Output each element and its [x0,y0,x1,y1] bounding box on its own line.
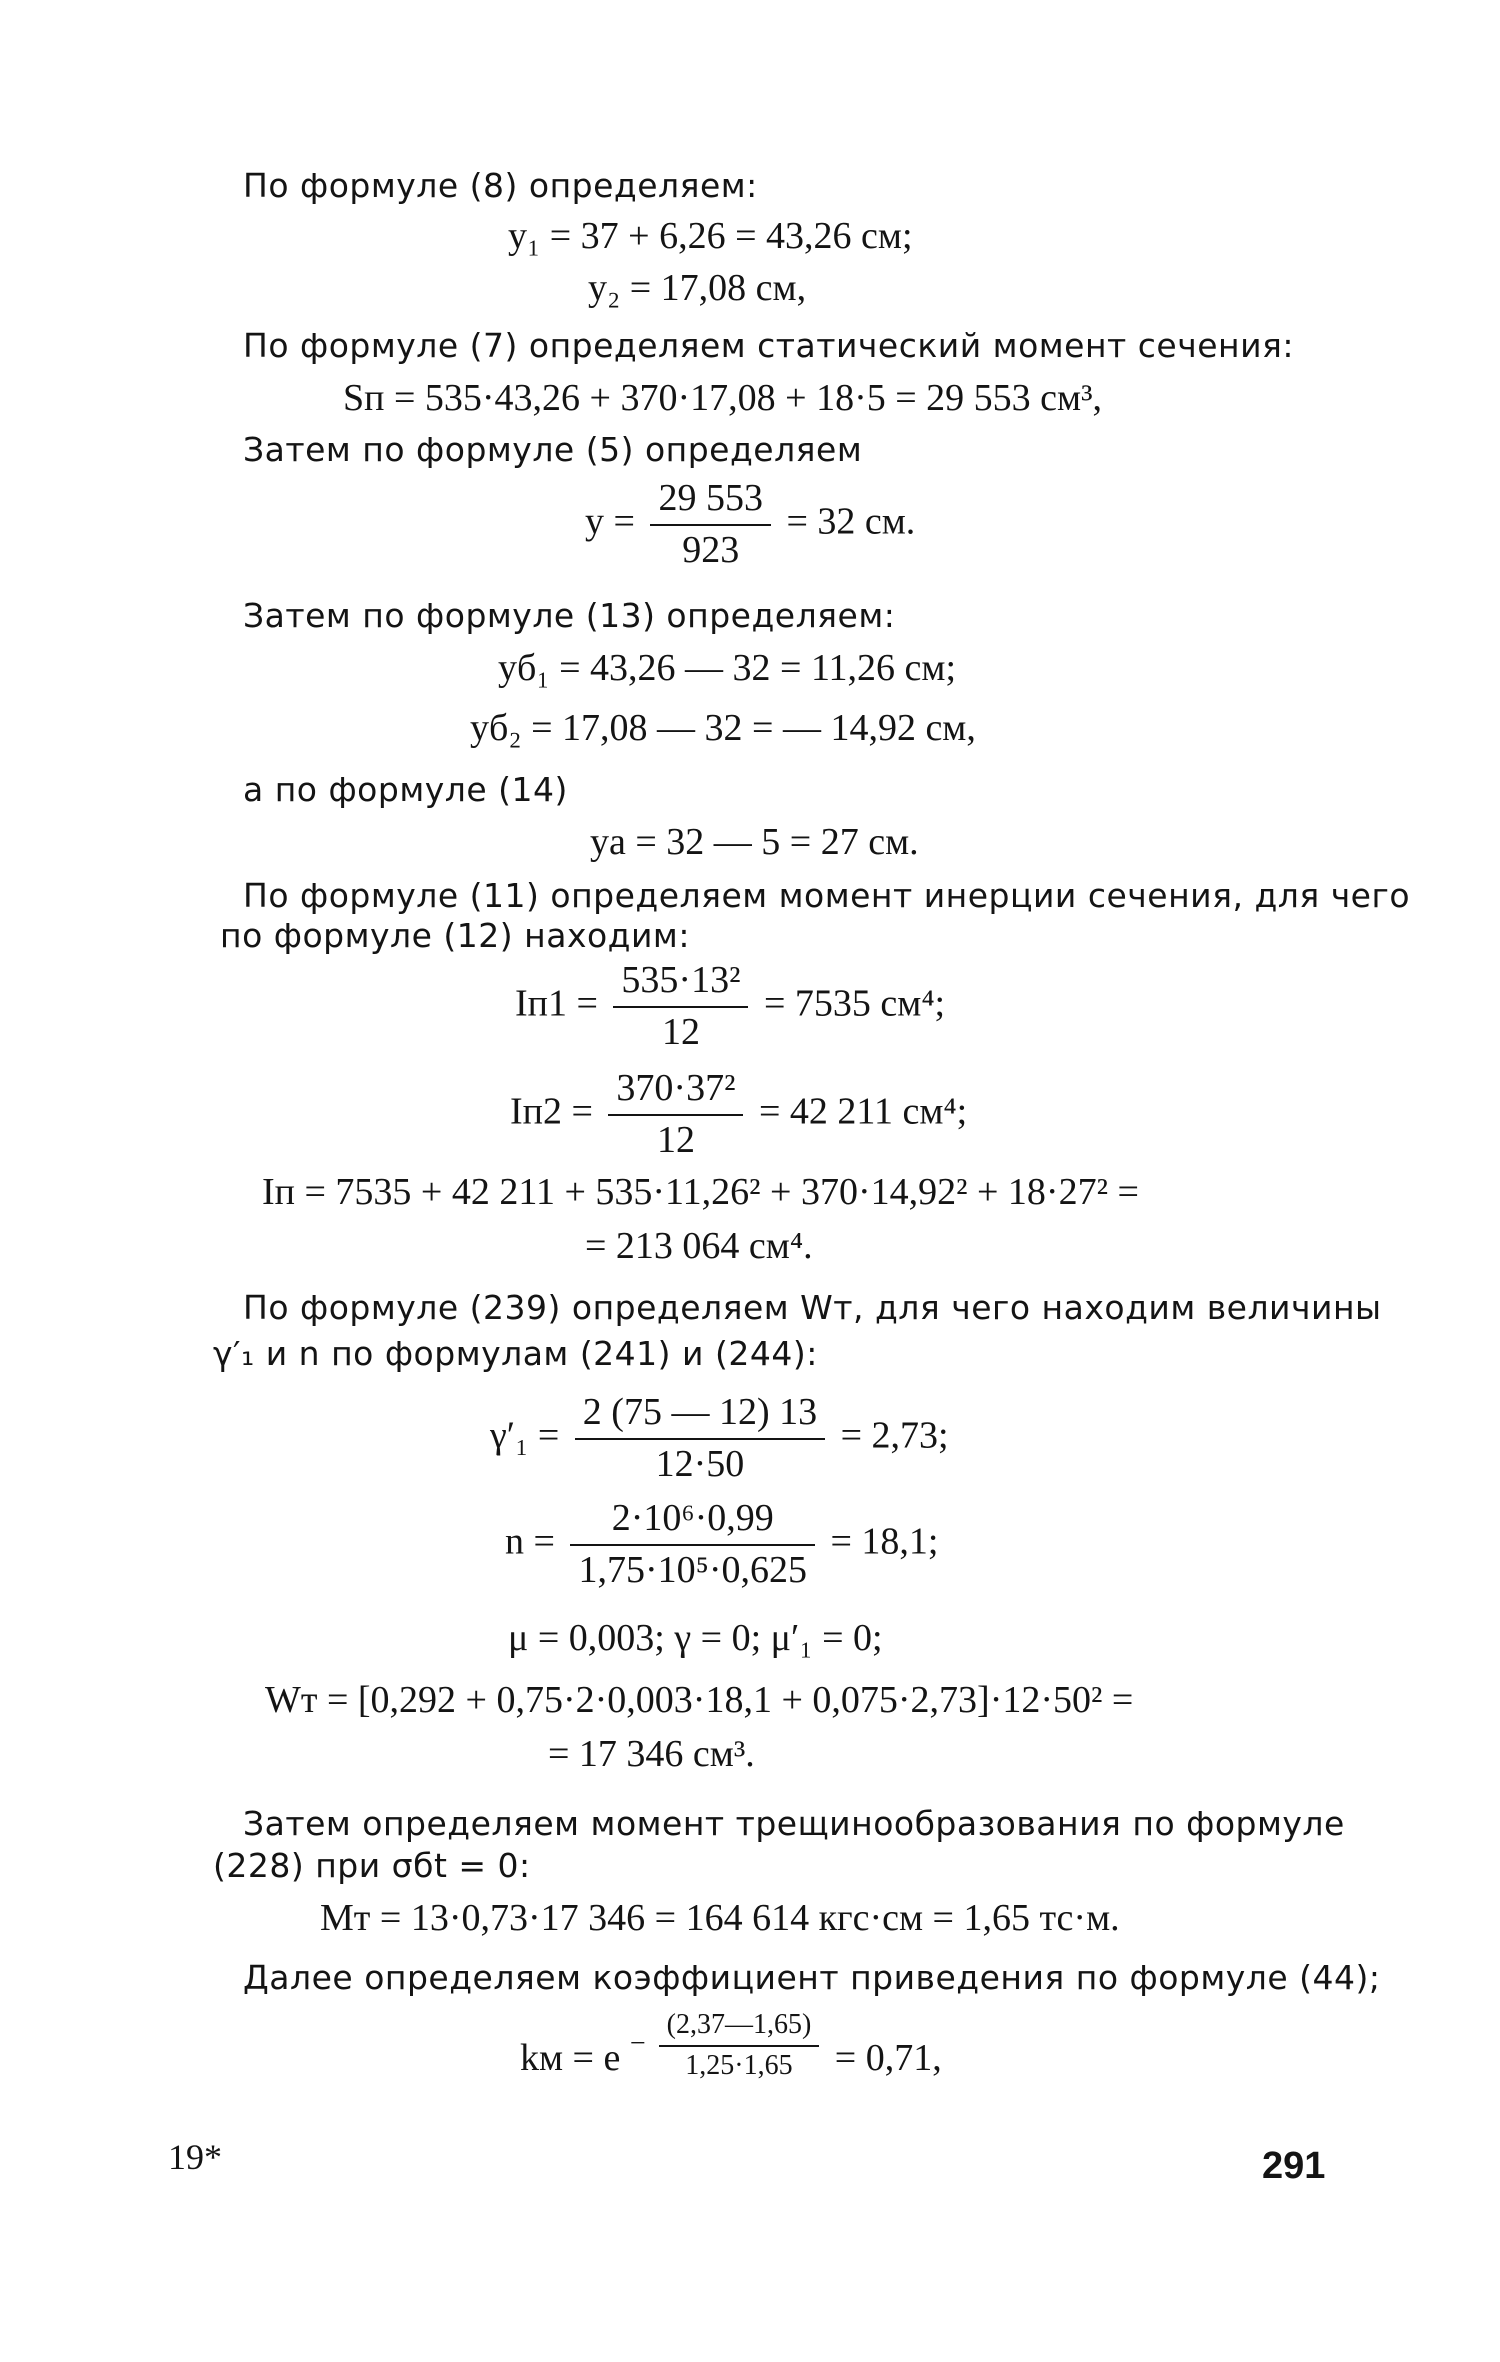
text-line: Затем по формуле (13) определяем: [243,596,896,635]
fraction-equation-y [585,478,915,572]
signature-mark: 19* [168,2137,222,2177]
fraction [650,478,771,572]
equation-lhs: Iп2 = [510,1090,593,1133]
fraction-equation-n [505,1498,939,1592]
equation-lhs: kм = e [520,2037,621,2080]
equation-lhs: γ′₁ = [490,1414,560,1457]
formula-line: Wт = [0,292 + 0,75·2·0,003·18,1 + 0,075·2,73]·12·50² = [265,1679,1134,1721]
formula-line: y₁ = 37 + 6,26 = 43,26 см; [508,215,913,257]
text-line: По формуле (239) определяем Wт, для чего находим величины [243,1288,1382,1327]
text-line: по формуле (12) находим: [220,916,690,955]
exponent-sign: − [629,2028,646,2060]
text-line: Затем по формуле (5) определяем [243,430,863,469]
text-line: а по формуле (14) [243,770,568,809]
fraction-denominator: 923 [682,528,740,571]
formula-line: Mт = 13·0,73·17 346 = 164 614 кгс·см = 1,65 тс·м. [320,1897,1120,1939]
fraction [575,1392,825,1486]
page-number: 291 [1262,2145,1326,2187]
equation-rhs: = 7535 см⁴; [763,982,946,1025]
equation-rhs: = 18,1; [830,1520,939,1563]
text-line: По формуле (11) определяем момент инерции сечения, для чего [243,876,1411,915]
fraction-denominator: 12 [661,1010,700,1053]
text-line: По формуле (8) определяем: [243,166,758,205]
exponent-fraction [659,2010,820,2082]
fraction-equation-ip1 [515,960,945,1054]
fraction-denominator: 12 [656,1118,695,1161]
fraction-numerator: 370·37² [608,1068,743,1116]
formula-line: y₂ = 17,08 см, [588,267,807,309]
text-line: Затем определяем момент трещинообразования по формуле [243,1804,1345,1843]
equation-rhs: = 0,71, [834,2037,942,2080]
fraction [613,960,748,1054]
equation-lhs: Iп1 = [515,982,598,1025]
formula-line: Sп = 535·43,26 + 370·17,08 + 18·5 = 29 553 см³, [343,377,1102,419]
equation-lhs: y = [585,500,635,543]
equation-rhs: = 42 211 см⁴; [758,1090,968,1133]
fraction-equation-ip2 [510,1068,967,1162]
fraction-denominator: 12·50 [655,1442,745,1485]
formula-line: yб₁ = 43,26 — 32 = 11,26 см; [498,647,957,689]
formula-line: = 213 064 см⁴. [585,1225,813,1267]
fraction-numerator: 29 553 [650,478,771,526]
fraction-numerator: 2 (75 — 12) 13 [575,1392,825,1440]
text-line: По формуле (7) определяем статический момент сечения: [243,326,1294,365]
equation-lhs: n = [505,1520,555,1563]
fraction-numerator: (2,37—1,65) [659,2010,820,2047]
fraction-numerator: 2·10⁶·0,99 [570,1498,815,1546]
text-line: Далее определяем коэффициент приведения по формуле (44); [243,1958,1381,1997]
exponent-equation-k [520,2010,942,2082]
fraction-denominator: 1,25·1,65 [685,2049,793,2081]
fraction [608,1068,743,1162]
fraction-numerator: 535·13² [613,960,748,1008]
equation-rhs: = 2,73; [840,1414,949,1457]
formula-line: yб₂ = 17,08 — 32 = — 14,92 см, [470,707,976,749]
equation-rhs: = 32 см. [786,500,916,543]
formula-line: yа = 32 — 5 = 27 см. [590,821,919,863]
exponent [630,2010,825,2082]
fraction-denominator: 1,75·10⁵·0,625 [578,1548,807,1591]
formula-line: = 17 346 см³. [548,1733,755,1775]
fraction-equation-gamma [490,1392,949,1486]
fraction [570,1498,815,1592]
text-line: γ′₁ и n по формулам (241) и (244): [213,1334,818,1373]
formula-line: μ = 0,003; γ = 0; μ′₁ = 0; [508,1617,883,1659]
text-line: (228) при σбt = 0: [213,1846,531,1885]
formula-line: Iп = 7535 + 42 211 + 535·11,26² + 370·14,92² + 18·27² = [262,1171,1139,1213]
